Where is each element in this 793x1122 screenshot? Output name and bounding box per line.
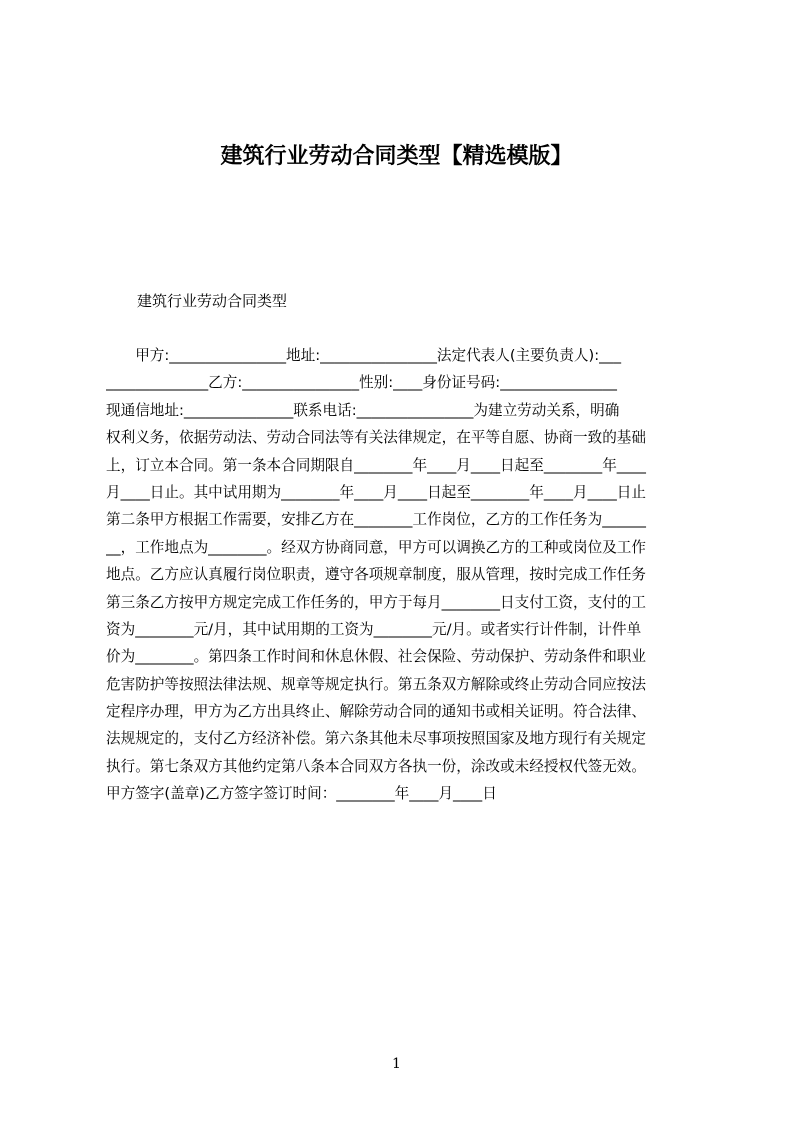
contract-line: __，工作地点为________。经双方协商同意，甲方可以调换乙方的工种或岗位及工作: [106, 538, 646, 556]
contract-line: ______________乙方:________________性别:____身份证号码:________________: [106, 374, 617, 392]
contract-line: 甲方:________________地址:________________法定代表人(主要负责人):___: [106, 347, 622, 364]
contract-line: 定程序办理，甲方为乙方出具终止、解除劳动合同的通知书或相关证明。符合法律、: [106, 703, 646, 721]
contract-line: 上，订立本合同。第一条本合同期限自________年____月____日起至________年____: [106, 456, 646, 474]
document-title: 建筑行业劳动合同类型【精选模版】: [220, 144, 573, 169]
contract-line: 危害防护等按照法律法规、规章等规定执行。第五条双方解除或终止劳动合同应按法: [106, 675, 646, 693]
contract-line: 价为________。第四条工作时间和休息休假、社会保险、劳动保护、劳动条件和职业: [106, 648, 646, 666]
contract-line: 第二条甲方根据工作需要，安排乙方在________工作岗位，乙方的工作任务为______: [106, 511, 646, 529]
page-number: 1: [392, 1056, 401, 1072]
contract-line: 资为________元/月，其中试用期的工资为________元/月。或者实行计件制，计件单: [106, 620, 642, 638]
contract-line: 现通信地址:_______________联系电话:________________为建立劳动关系，明确: [106, 401, 620, 419]
contract-body: [106, 342, 703, 808]
contract-line: 地点。乙方应认真履行岗位职责，遵守各项规章制度，服从管理，按时完成工作任务: [106, 566, 646, 584]
contract-line: 法规规定的，支付乙方经济补偿。第六条其他未尽事项按照国家及地方现行有关规定: [106, 730, 646, 748]
contract-line: 月____日止。其中试用期为________年____月____日起至________年____月____日止: [106, 483, 646, 501]
contract-line: 执行。第七条双方其他约定第八条本合同双方各执一份，涂改或未经授权代签无效。: [106, 757, 646, 775]
contract-line: 权利义务，依据劳动法、劳动合同法等有关法律规定，在平等自愿、协商一致的基础: [106, 429, 646, 447]
contract-line: 第三条乙方按甲方规定完成工作任务的，甲方于每月________日支付工资，支付的工: [106, 593, 646, 611]
document-subtitle: 建筑行业劳动合同类型: [137, 292, 288, 310]
contract-line: 甲方签字(盖章)乙方签字签订时间：________年____月____日: [106, 785, 497, 803]
